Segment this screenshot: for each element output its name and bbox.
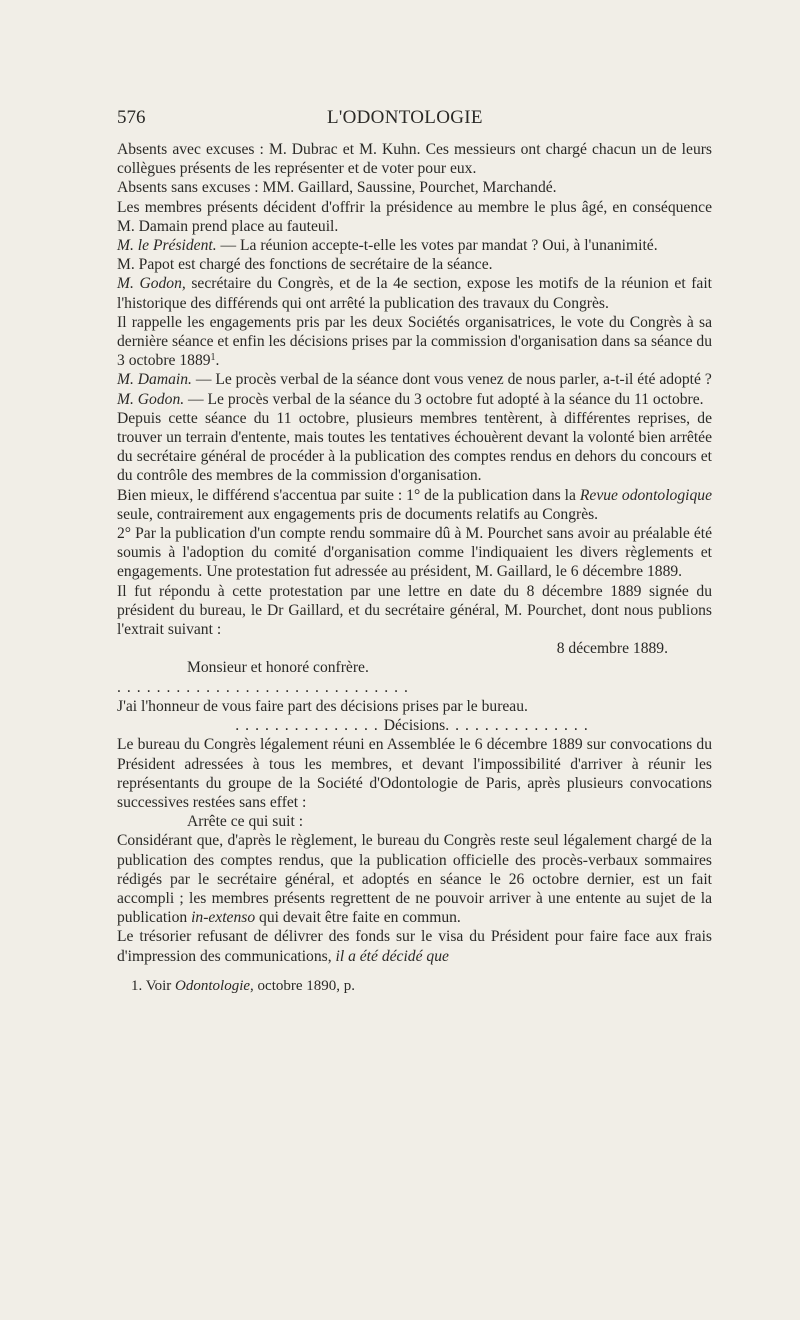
paragraph-bureau: Le bureau du Congrès légalement réuni en Assemblée le 6 décembre 1889 sur convocations du Président adressées à tous les membres, et devant l'impossibilité d'arriver à réunir les représentants du groupe de la Société d'Odontologie de Paris, après plusieurs convocations successives restées sans effet : bbox=[117, 736, 712, 811]
paragraph-compte-rendu: 2° Par la publication d'un compte rendu sommaire dû à M. Pourchet sans avoir au préalable été soumis à l'adoption du comité d'organisation comme l'indiquaient les divers règlements et engagements. Une protestation fut adressée au président, M. Gaillard, le 6 décembre 1889. bbox=[117, 525, 712, 581]
letter-intro: J'ai l'honneur de vous faire part des décisions prises par le bureau. bbox=[117, 697, 528, 715]
paragraph-damain-question bbox=[117, 370, 712, 389]
paragraph-differend bbox=[117, 486, 712, 524]
paragraph-secretaire: M. Papot est chargé des fonctions de secrétaire de la séance. bbox=[117, 256, 493, 274]
dots-left: ............... bbox=[235, 717, 384, 735]
paragraph-text: Considérant que, d'après le règlement, le bureau du Congrès reste seul légalement chargé de la publication des comptes rendus, que la publication officielle des procès-verbaux sommaires rédigés par le secrétaire général, et adoptés en séance le 26 octobre dernier, est un fait accompli ; les membres présents regrettent de ne pouvoir arriver à une entente au sujet de la publication bbox=[117, 832, 712, 927]
speaker-damain: M. Damain. bbox=[117, 371, 192, 389]
footnote-journal: Odontologie bbox=[175, 977, 251, 994]
paragraph-text: Il rappelle les engagements pris par les deux Sociétés organisatrices, le vote du Congrès à sa dernière séance et enfin les décisions prises par la commission d'organisation dans sa séance du 3 octobre 1889 bbox=[117, 313, 712, 370]
running-head bbox=[117, 106, 712, 130]
paragraph-absents-excuses: Absents avec excuses : M. Dubrac et M. Kuhn. Ces messieurs ont chargé chacun un de leurs collègues présents de les représenter et de voter pour eux. bbox=[117, 141, 712, 178]
paragraph-text: Bien mieux, le différend s'accentua par suite : 1° de la publication dans la bbox=[117, 486, 580, 504]
letter-salutation: Monsieur et honoré confrère. bbox=[187, 659, 369, 677]
paragraph-godon-answer bbox=[117, 390, 712, 409]
speech-text: — La réunion accepte-t-elle les votes par mandat ? Oui, à l'unanimité. bbox=[216, 237, 658, 255]
paragraph-tresorier bbox=[117, 927, 712, 965]
paragraph-text: seule, contrairement aux engagements pris de documents relatifs au Congrès. bbox=[117, 505, 599, 523]
italic-term: in-extenso bbox=[191, 909, 256, 927]
footnote-ref: 1 bbox=[210, 352, 216, 364]
decisions-heading bbox=[117, 716, 712, 735]
speech-text: secrétaire du Congrès, et de la 4e section, expose les motifs de la réunion et fait l'historique des différends qui ont arrêté la publication des travaux du Congrès. bbox=[117, 275, 712, 312]
paragraph-text: qui devait être faite en commun. bbox=[255, 909, 461, 927]
decisions-label: Décisions bbox=[383, 717, 446, 735]
speech-text: — Le procès verbal de la séance dont vous venez de nous parler, a-t-il été adopté ? bbox=[191, 371, 712, 389]
footnote bbox=[117, 976, 712, 996]
paragraph-vote-mandat bbox=[117, 236, 712, 255]
speech-text: — Le procès verbal de la séance du 3 octobre fut adopté à la séance du 11 octobre. bbox=[184, 390, 704, 408]
footnote-marker: 1. bbox=[131, 977, 143, 994]
speaker-godon: M. Godon, bbox=[117, 275, 186, 293]
dots-right: ............... bbox=[445, 717, 594, 735]
journal-title: L'ODONTOLOGIE bbox=[327, 107, 483, 128]
page-number: 576 bbox=[117, 107, 146, 128]
body-text bbox=[117, 140, 712, 966]
footnote-text-end: , octobre 1890, p. bbox=[250, 977, 356, 994]
paragraph-engagements bbox=[117, 313, 712, 371]
italic-phrase: il a été décidé que bbox=[335, 947, 449, 965]
speaker-president: M. le Président. bbox=[117, 237, 217, 255]
ellipsis-line: .............................. bbox=[117, 678, 414, 696]
paragraph-absents-sans-excuses: Absents sans excuses : MM. Gaillard, Saussine, Pourchet, Marchandé. bbox=[117, 179, 557, 197]
letter-date: 8 décembre 1889. bbox=[556, 640, 668, 658]
arrete-heading: Arrête ce qui suit : bbox=[187, 813, 304, 831]
paragraph-godon-expose bbox=[117, 274, 712, 312]
paragraph-presidence: Les membres présents décident d'offrir la présidence au membre le plus âgé, en conséquence M. Damain prend place au fauteuil. bbox=[117, 198, 712, 235]
speaker-godon: M. Godon. bbox=[117, 390, 185, 408]
journal-name: Revue odontologique bbox=[579, 486, 713, 504]
paragraph-text: Le trésorier refusant de délivrer des fonds sur le visa du Président pour faire face aux frais d'impression des communications, bbox=[117, 928, 712, 965]
paragraph-reponse: Il fut répondu à cette protestation par une lettre en date du 8 décembre 1889 signée du président du bureau, le Dr Gaillard, et du secrétaire général, M. Pourchet, dont nous publions l'extrait suivant : bbox=[117, 582, 712, 639]
paragraph-tentatives: Depuis cette séance du 11 octobre, plusieurs membres tentèrent, à différentes reprises, de trouver un terrain d'entente, mais toutes les tentatives échouèrent devant la volonté bien arrêtée du secrétaire général de procéder à la publication des comptes rendus en dehors du concours et du contrôle des membres de la commission d'organisation. bbox=[117, 409, 712, 485]
footnote-text: Voir bbox=[142, 977, 176, 994]
paragraph-end: . bbox=[215, 352, 220, 370]
paragraph-considerant bbox=[117, 831, 712, 927]
